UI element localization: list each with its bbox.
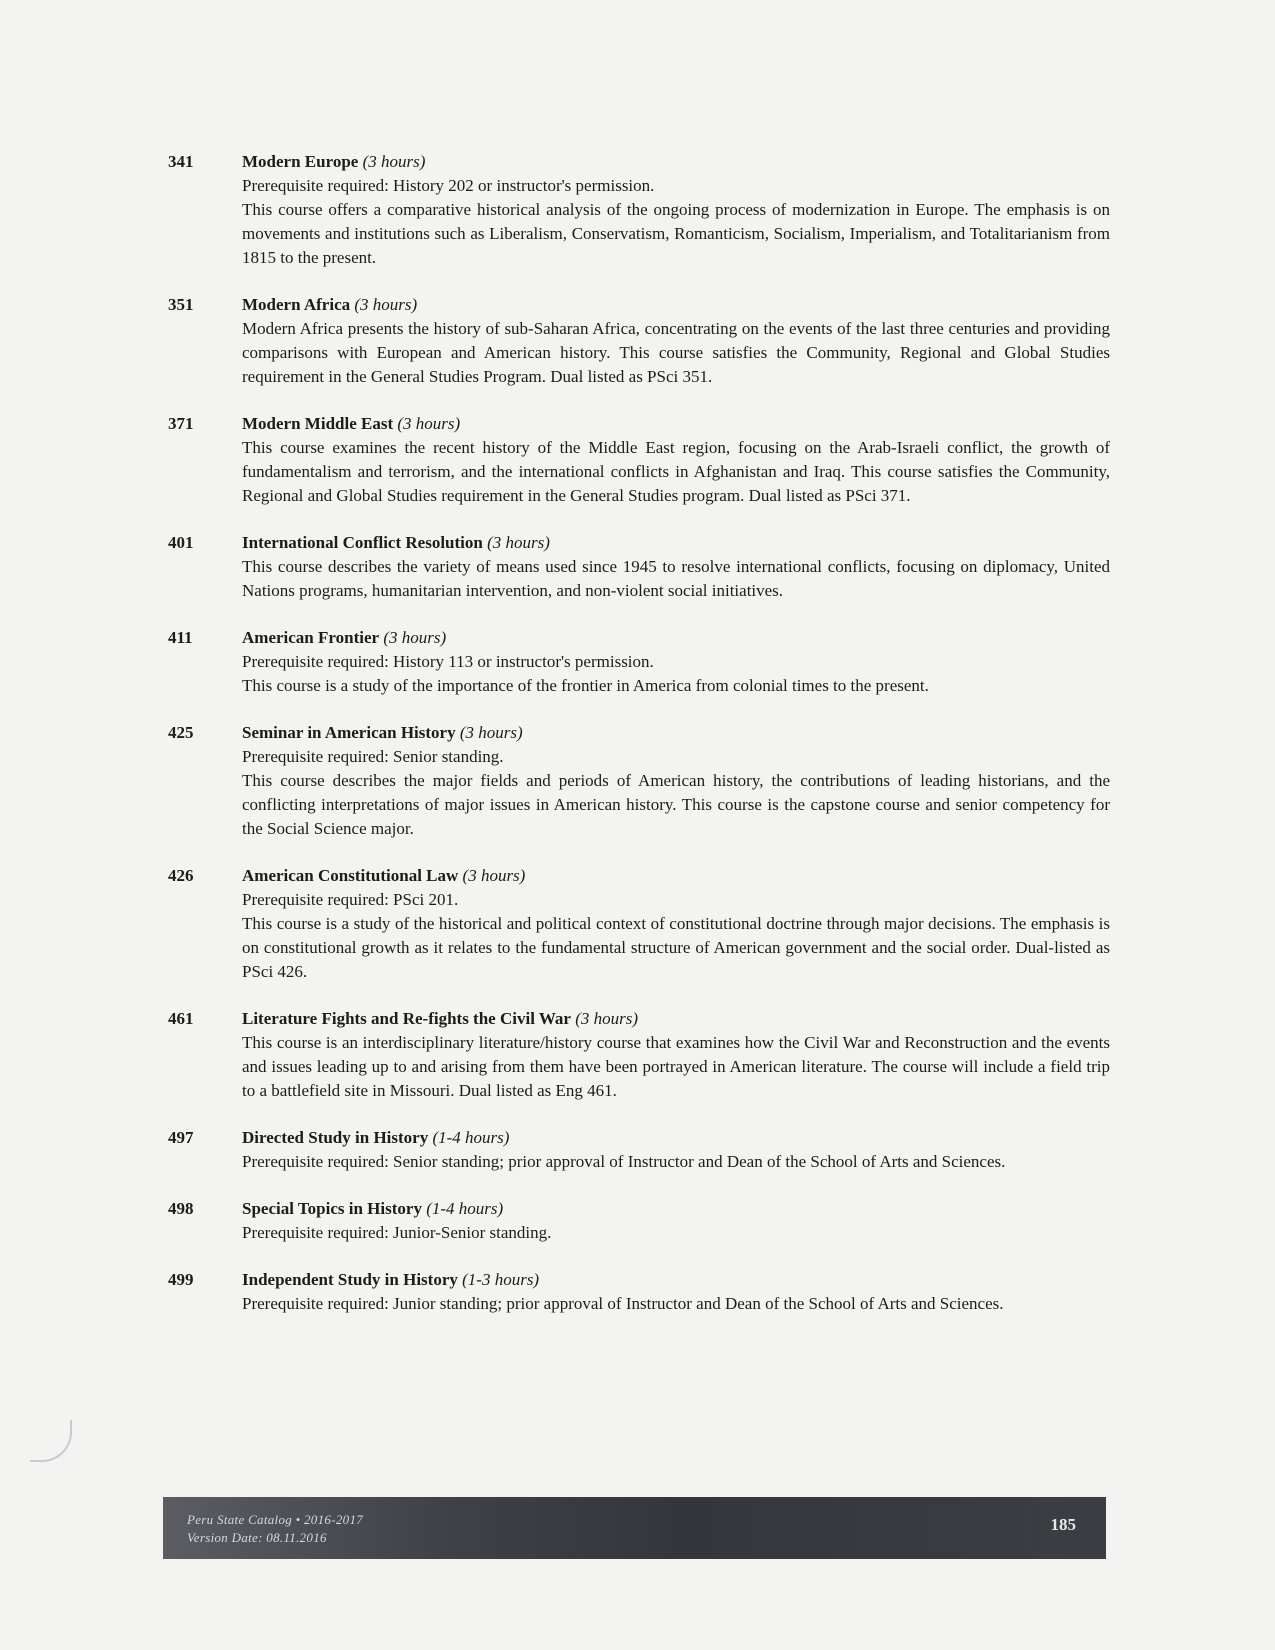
course-list [168,150,1110,1339]
course-title: International Conflict Resolution [242,533,483,552]
course-entry [168,1007,1110,1103]
course-description: This course is a study of the importance of the frontier in America from colonial times to the present. [242,676,929,695]
course-heading [242,1007,1110,1031]
course-prerequisite: Prerequisite required: Senior standing. [242,747,504,766]
course-entry [168,1268,1110,1316]
course-number: 497 [168,1128,194,1147]
course-number: 411 [168,628,193,647]
course-description: This course is a study of the historical and political context of constitutional doctrine through major decisions. The emphasis is on constitutional growth as it relates to the fundamental structure of American government and the social order. Dual-listed as PSci 426. [242,914,1110,981]
course-hours: (3 hours) [354,295,418,314]
course-title: Seminar in American History [242,723,456,742]
course-heading [242,1197,1110,1221]
course-entry [168,150,1110,270]
course-prerequisite: Prerequisite required: PSci 201. [242,890,459,909]
course-description: Modern Africa presents the history of sub-Saharan Africa, concentrating on the events of the last three centuries and providing comparisons with European and American history. This course satisfies the Community, Regional and Global Studies requirement in the General Studies Program. Dual listed as PSci 351. [242,319,1110,386]
course-hours: (3 hours) [362,152,426,171]
course-title: American Frontier [242,628,380,647]
course-hours: (3 hours) [575,1009,639,1028]
course-number: 351 [168,295,194,314]
course-number: 425 [168,723,194,742]
footer-info [187,1511,363,1547]
course-entry [168,1126,1110,1174]
course-description: This course is an interdisciplinary literature/history course that examines how the Civil War and Reconstruction and the events and issues leading up to and arising from them have been portrayed in American literature. The course will include a field trip to a battlefield site in Missouri. Dual listed as Eng 461. [242,1033,1110,1100]
course-heading [242,1126,1110,1150]
course-entry [168,721,1110,841]
course-number: 499 [168,1270,194,1289]
course-entry [168,1197,1110,1245]
course-body [242,531,1110,603]
page-footer [163,1497,1106,1559]
course-number: 401 [168,533,194,552]
course-title: Independent Study in History [242,1270,458,1289]
course-title: Modern Europe [242,152,359,171]
course-entry [168,531,1110,603]
course-hours: (1-4 hours) [432,1128,510,1147]
course-title: Modern Africa [242,295,351,314]
course-prerequisite: Prerequisite required: Senior standing; prior approval of Instructor and Dean of the School of Arts and Sciences. [242,1152,1006,1171]
course-heading [242,864,1110,888]
margin-scan-mark [30,1420,72,1462]
page-number: 185 [1050,1515,1076,1534]
course-title: American Constitutional Law [242,866,459,885]
course-entry [168,412,1110,508]
course-body [242,1007,1110,1103]
course-hours: (3 hours) [383,628,447,647]
course-heading [242,293,1110,317]
course-prerequisite: Prerequisite required: History 113 or instructor's permission. [242,652,654,671]
course-entry [168,293,1110,389]
course-number: 341 [168,152,194,171]
course-body [242,1126,1110,1174]
course-hours: (3 hours) [487,533,550,552]
course-heading [242,721,1110,745]
course-hours: (1-4 hours) [426,1199,504,1218]
course-title: Literature Fights and Re-fights the Civil War [242,1009,571,1028]
course-hours: (3 hours) [459,723,523,742]
course-entry [168,626,1110,698]
course-hours: (1-3 hours) [462,1270,540,1289]
course-body [242,293,1110,389]
course-body [242,721,1110,841]
course-body [242,1268,1110,1316]
course-number: 371 [168,414,194,433]
course-description: This course offers a comparative historical analysis of the ongoing process of modernization in Europe. The emphasis is on movements and institutions such as Liberalism, Conservatism, Romanticism, Socialism, Imperialism, and Totalitarianism from 1815 to the present. [242,200,1110,267]
course-prerequisite: Prerequisite required: Junior standing; prior approval of Instructor and Dean of the School of Arts and Sciences. [242,1294,1004,1313]
course-number: 498 [168,1199,194,1218]
course-heading [242,626,1110,650]
footer-catalog: Peru State Catalog • 2016-2017 [187,1512,364,1527]
course-title: Special Topics in History [242,1199,422,1218]
course-entry [168,864,1110,984]
course-title: Modern Middle East [242,414,394,433]
course-hours: (3 hours) [397,414,461,433]
course-heading [242,150,1110,174]
course-body [242,864,1110,984]
course-body [242,150,1110,270]
course-number: 461 [168,1009,194,1028]
course-prerequisite: Prerequisite required: Junior-Senior standing. [242,1223,552,1242]
course-number: 426 [168,866,194,885]
course-body [242,626,1110,698]
course-body [242,412,1110,508]
course-description: This course describes the major fields and periods of American history, the contributions of leading historians, and the conflicting interpretations of major issues in American history. This course is the capstone course and senior competency for the Social Science major. [242,771,1110,838]
course-title: Directed Study in History [242,1128,429,1147]
course-hours: (3 hours) [462,866,526,885]
course-heading [242,412,1110,436]
course-heading [242,1268,1110,1292]
course-description: This course examines the recent history of the Middle East region, focusing on the Arab-Israeli conflict, the growth of fundamentalism and terrorism, and the international conflicts in Afghanistan and Iraq. This course satisfies the Community, Regional and Global Studies requirement in the General Studies program. Dual listed as PSci 371. [242,438,1110,505]
course-description: This course describes the variety of means used since 1945 to resolve international conflicts, focusing on diplomacy, United Nations programs, humanitarian intervention, and non-violent social initiatives. [242,557,1110,600]
course-prerequisite: Prerequisite required: History 202 or instructor's permission. [242,176,655,195]
course-body [242,1197,1110,1245]
footer-version: Version Date: 08.11.2016 [187,1530,327,1545]
course-heading [242,531,1110,555]
